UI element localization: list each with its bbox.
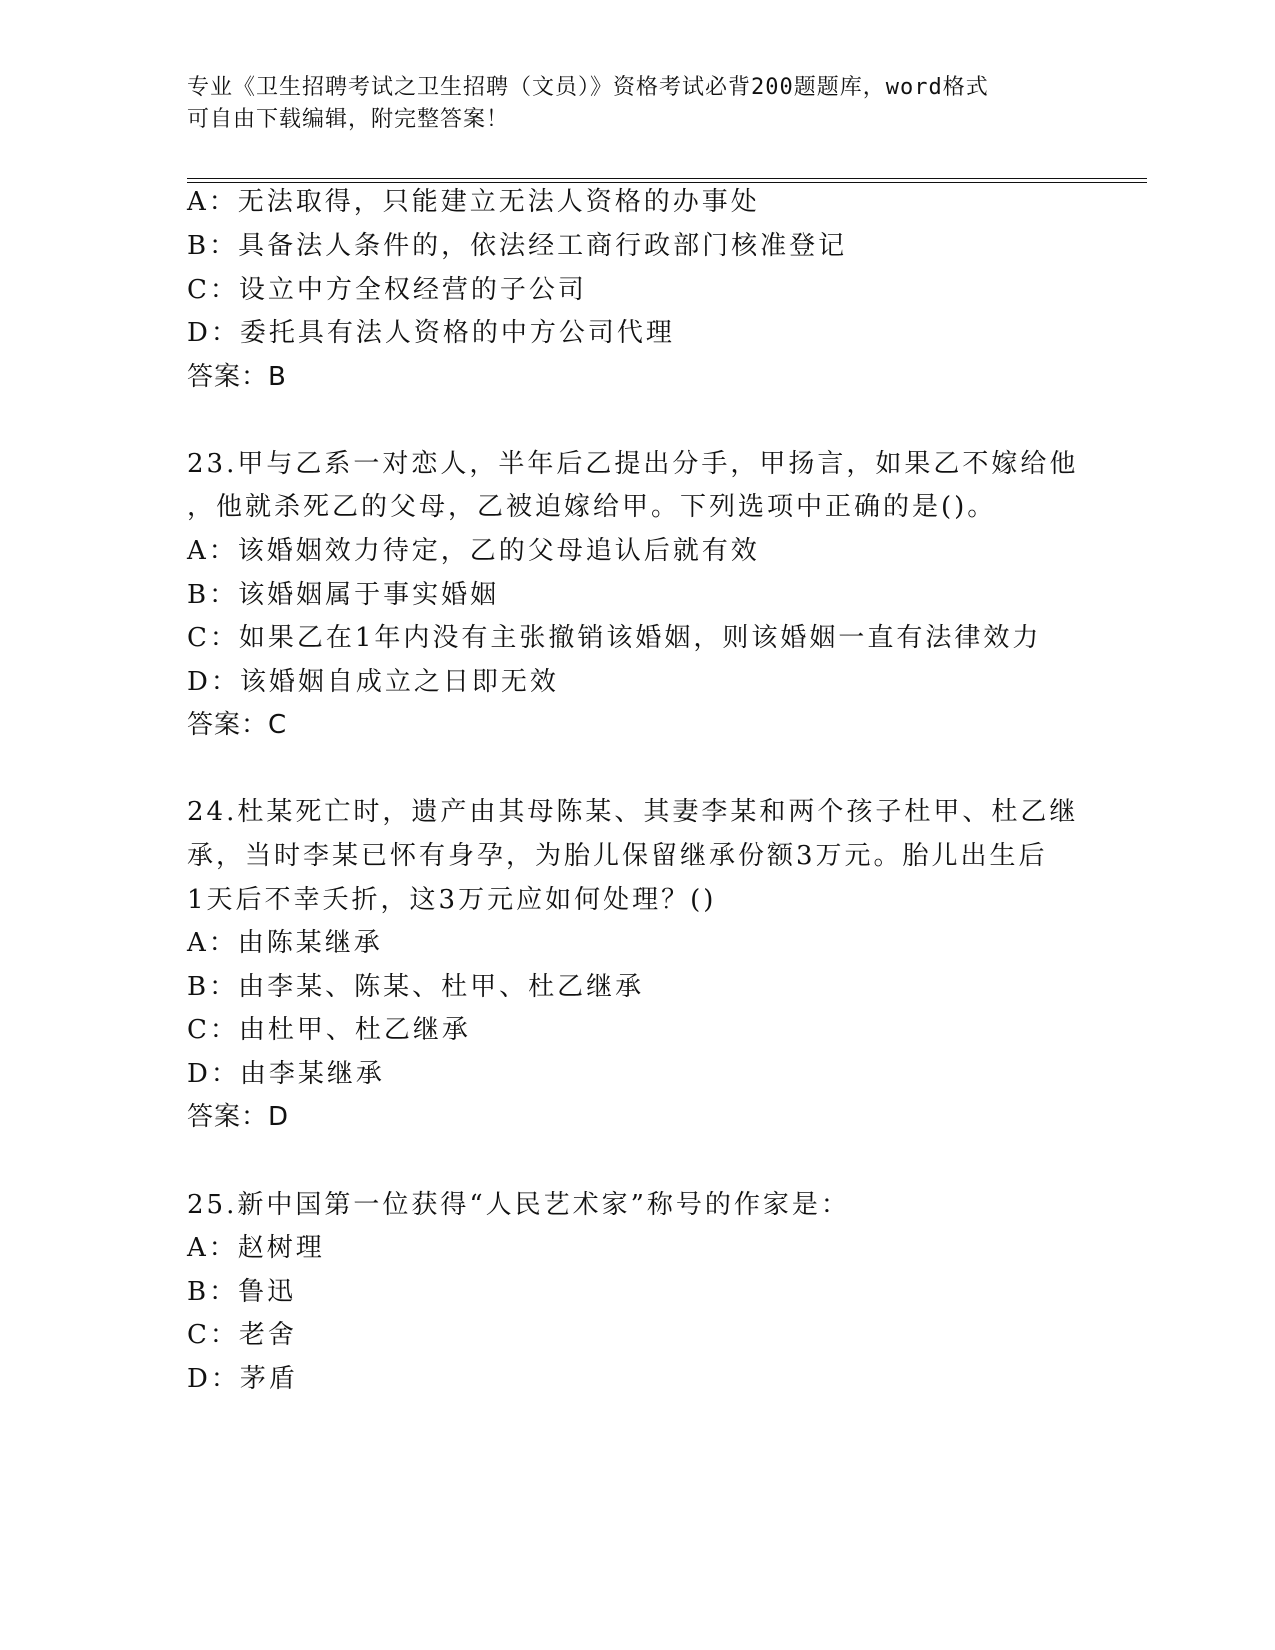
q23-stem-line-1: 23.甲与乙系一对恋人，半年后乙提出分手，甲扬言，如果乙不嫁给他 bbox=[187, 449, 1079, 479]
q25-option-c: C：老舍 bbox=[187, 1320, 297, 1350]
q24-option-a: A：由陈某继承 bbox=[187, 928, 383, 958]
q23-option-d: D：该婚姻自成立之日即无效 bbox=[187, 667, 559, 697]
header-line-1: 专业《卫生招聘考试之卫生招聘（文员）》资格考试必背200题题库，word格式 bbox=[187, 75, 989, 100]
q22-option-c: C：设立中方全权经营的子公司 bbox=[187, 275, 587, 305]
q25-option-b: B：鲁迅 bbox=[187, 1277, 297, 1307]
q22-answer: 答案：B bbox=[187, 362, 287, 392]
document-header bbox=[187, 72, 1067, 136]
header-line-2: 可自由下载编辑，附完整答案！ bbox=[187, 107, 510, 132]
header-divider-bottom bbox=[187, 182, 1147, 183]
q22-option-a: A：无法取得，只能建立无法人资格的办事处 bbox=[187, 187, 760, 217]
q24-option-d: D：由李某继承 bbox=[187, 1059, 385, 1089]
q24-answer: 答案：D bbox=[187, 1102, 290, 1132]
q24-option-b: B：由李某、陈某、杜甲、杜乙继承 bbox=[187, 972, 645, 1002]
header-divider-top bbox=[187, 178, 1147, 179]
q25-option-d: D：茅盾 bbox=[187, 1364, 298, 1394]
q23-stem-line-2: ，他就杀死乙的父母，乙被迫嫁给甲。下列选项中正确的是()。 bbox=[187, 492, 997, 522]
q25-option-a: A：赵树理 bbox=[187, 1233, 325, 1263]
q23-option-a: A：该婚姻效力待定，乙的父母追认后就有效 bbox=[187, 536, 760, 566]
q23-option-b: B：该婚姻属于事实婚姻 bbox=[187, 580, 500, 610]
q23-option-c: C：如果乙在1年内没有主张撤销该婚姻，则该婚姻一直有法律效力 bbox=[187, 623, 1042, 653]
q23-answer: 答案：C bbox=[187, 710, 288, 740]
q24-stem-line-3: 1天后不幸夭折，这3万元应如何处理？() bbox=[187, 885, 717, 915]
q22-option-d: D：委托具有法人资格的中方公司代理 bbox=[187, 318, 675, 348]
q24-stem-line-2: 承，当时李某已怀有身孕，为胎儿保留继承份额3万元。胎儿出生后 bbox=[187, 841, 1048, 871]
q24-option-c: C：由杜甲、杜乙继承 bbox=[187, 1015, 471, 1045]
q22-option-b: B：具备法人条件的，依法经工商行政部门核准登记 bbox=[187, 231, 848, 261]
q25-stem-line-1: 25.新中国第一位获得“人民艺术家”称号的作家是： bbox=[187, 1190, 850, 1220]
q24-stem-line-1: 24.杜某死亡时，遗产由其母陈某、其妻李某和两个孩子杜甲、杜乙继 bbox=[187, 797, 1079, 827]
